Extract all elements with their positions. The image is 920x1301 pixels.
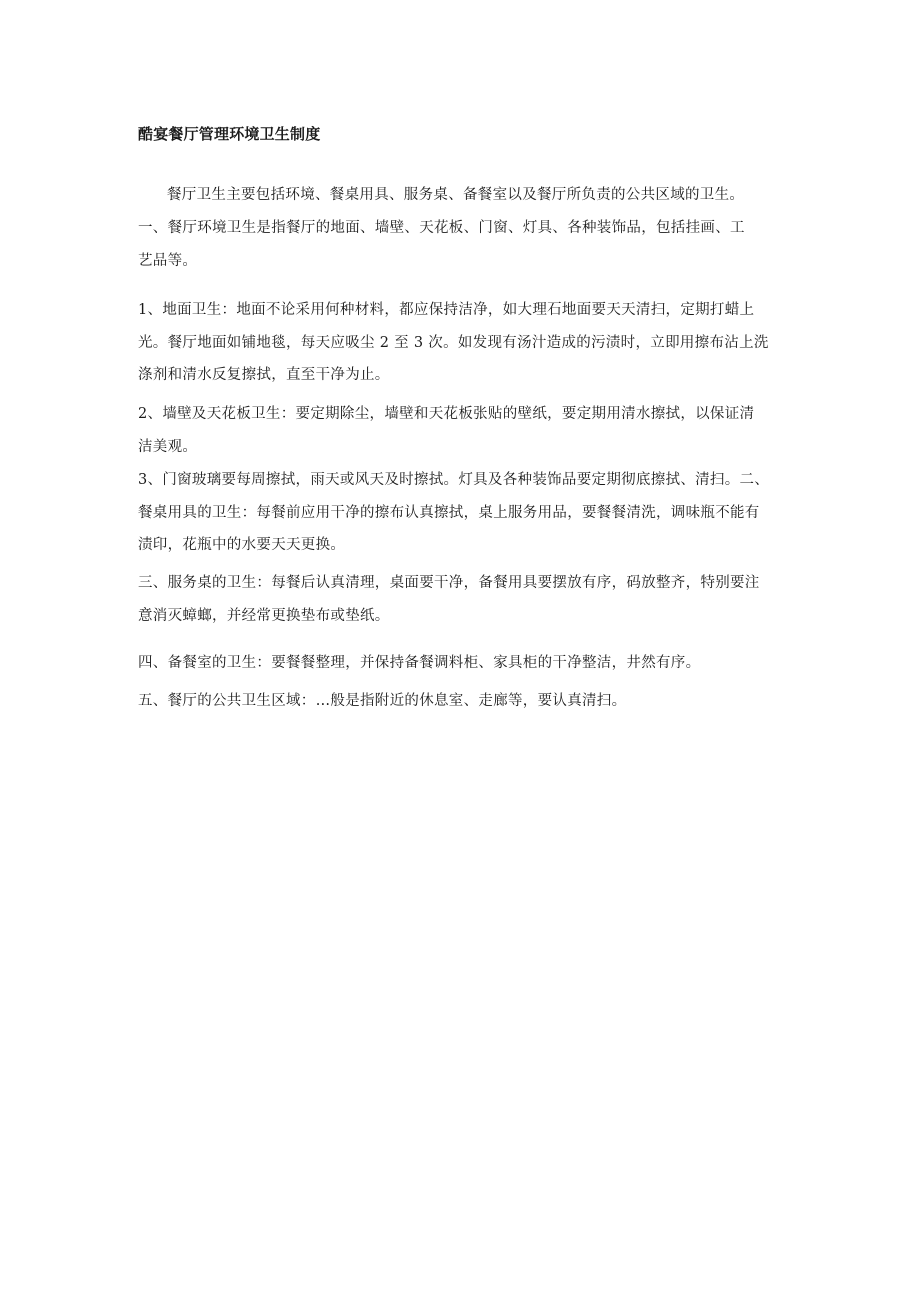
- paragraph-line: 意消灭蟑螂，并经常更换垫布或垫纸。: [138, 607, 390, 624]
- paragraph-service-table: [138, 567, 788, 632]
- paragraph-line: 一、餐厅环境卫生是指餐厅的地面、墙壁、天花板、门窗、灯具、各种装饰品，包括挂画、工: [138, 220, 745, 236]
- paragraph-section-1: [138, 212, 788, 277]
- paragraph-line: 餐厅卫生主要包括环境、餐桌用具、服务桌、备餐室以及餐厅所负责的公共区域的卫生。: [167, 187, 745, 203]
- paragraph-line: 渍印，花瓶中的水要天天更换。: [138, 537, 346, 553]
- paragraph-line: 3、门窗玻璃要每周擦拭，雨天或风天及时擦拭。灯具及各种装饰品要定期彻底擦拭、清扫。二、: [138, 472, 770, 488]
- paragraph-line: 餐桌用具的卫生：每餐前应用干净的擦布认真擦拭，桌上服务用品，要餐餐清洗，调味瓶不能有: [138, 504, 760, 521]
- document-title: 酷宴餐厅管理环境卫生制度: [138, 125, 321, 143]
- paragraph-pantry: [138, 647, 788, 680]
- paragraph-line: 1、地面卫生：地面不论采用何种材料，都应保持洁净，如大理石地面要天天清扫，定期打蜡上: [138, 302, 755, 318]
- paragraph-wall-ceiling-hygiene: [138, 398, 788, 463]
- paragraph-public-area: [138, 685, 788, 718]
- paragraph-line: 四、备餐室的卫生：要餐餐整理，并保持备餐调料柜、家具柜的干净整洁，井然有序。: [138, 655, 701, 671]
- paragraph-line: 三、服务桌的卫生：每餐后认真清理，桌面要干净，备餐用具要摆放有序，码放整齐，特别要注: [138, 575, 760, 591]
- paragraph-intro: [138, 179, 788, 212]
- paragraph-line: 光。餐厅地面如铺地毯，每天应吸尘 2 至 3 次。如发现有汤汁造成的污渍时，立即用擦布沾上洗: [138, 334, 769, 351]
- paragraph-line: 洁美观。: [138, 438, 198, 455]
- paragraph-line: 涤剂和清水反复擦拭，直至干净为止。: [138, 367, 390, 383]
- paragraph-line: 2、墙壁及天花板卫生：要定期除尘，墙壁和天花板张贴的壁纸，要定期用清水擦拭，以保证清: [138, 406, 755, 422]
- paragraph-floor-hygiene: [138, 294, 788, 392]
- paragraph-window-tableware: [138, 464, 788, 562]
- paragraph-line: 五、餐厅的公共卫生区域：…般是指附近的休息室、走廊等，要认真清扫。: [138, 693, 627, 709]
- paragraph-line: 艺品等。: [138, 252, 198, 269]
